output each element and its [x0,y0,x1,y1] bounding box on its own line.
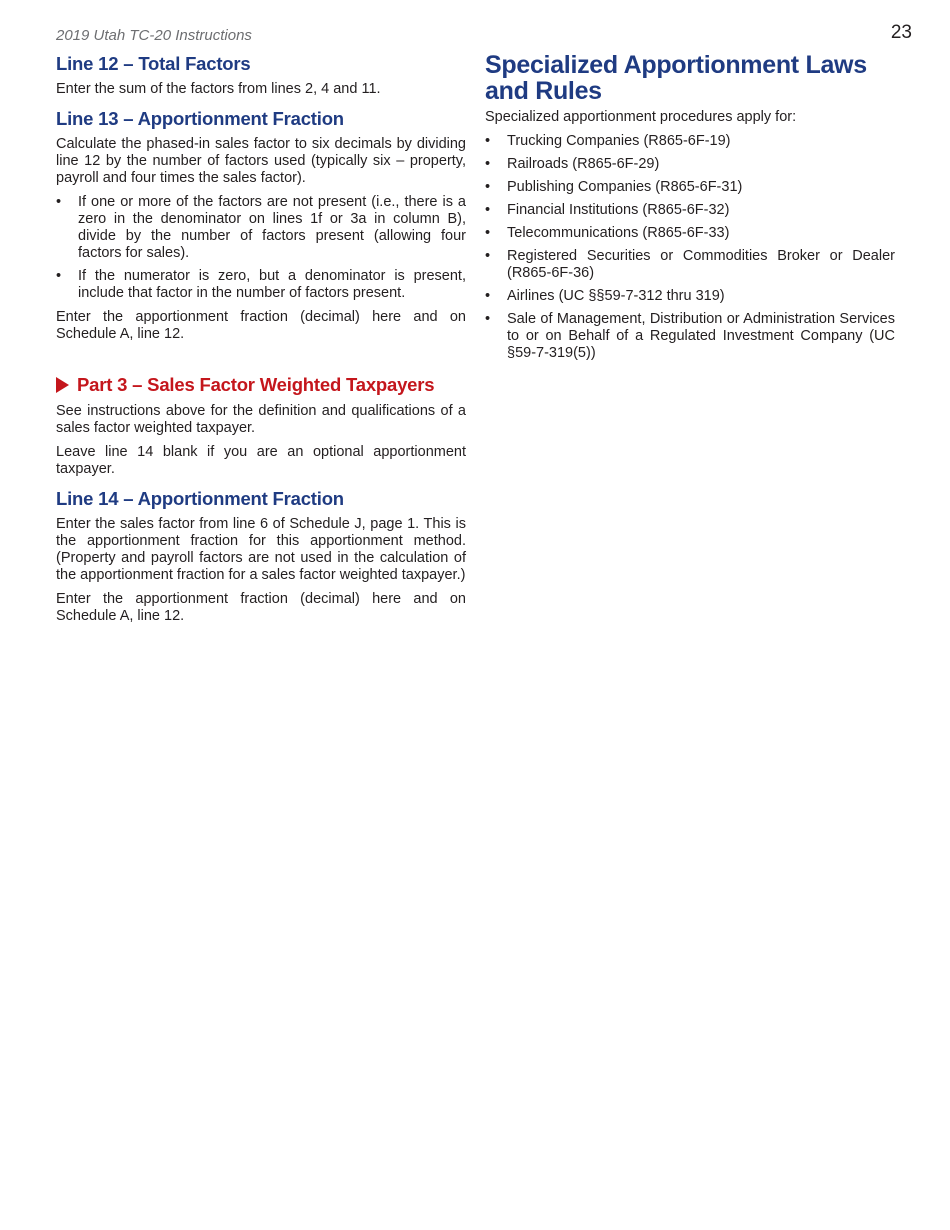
specialized-list [485,133,895,362]
list-item [485,156,895,173]
bullet-icon: • [485,156,491,172]
list-item [56,268,466,302]
list-item-text: Trucking Companies (R865-6F-19) [507,133,731,149]
line-13-closing: Enter the apportionment fraction (decimal) here and on Schedule A, line 12. [56,309,466,342]
list-item-text: Airlines (UC §§59-7-312 thru 319) [507,288,725,304]
left-column [56,52,466,632]
list-item [485,179,895,196]
bullet-icon: • [485,288,491,304]
list-item-text: Sale of Management, Distribution or Administration Services to or on Behalf of a Regulated Investment Company (UC §59-7-319(5)) [507,311,895,361]
list-item [485,248,895,282]
list-item-text: If one or more of the factors are not present (i.e., there is a zero in the denominator on lines 1f or 3a in column B), divide by the number of factors present (allowing four factors for sales). [78,194,466,261]
list-item-text: Registered Securities or Commodities Broker or Dealer (R865-6F-36) [507,248,895,281]
part-3-text-1: See instructions above for the definition and qualifications of a sales factor weighted taxpayer. [56,403,466,436]
bullet-icon: • [56,194,62,210]
list-item-text: If the numerator is zero, but a denominator is present, include that factor in the number of factors present. [78,268,466,301]
list-item-text: Telecommunications (R865-6F-33) [507,225,730,241]
line-13-bullet-list [56,194,466,302]
bullet-icon: • [485,133,491,149]
bullet-icon: • [485,202,491,218]
line-13-text: Calculate the phased-in sales factor to six decimals by dividing line 12 by the number of factors used (typically six – property, payroll and four times the sales factor). [56,136,466,186]
part-3-heading-text: Part 3 – Sales Factor Weighted Taxpayers [77,374,435,395]
bullet-icon: • [485,248,491,264]
specialized-intro: Specialized apportionment procedures apply for: [485,109,797,125]
list-item-text: Publishing Companies (R865-6F-31) [507,179,743,195]
bullet-icon: • [485,311,491,327]
list-item [485,311,895,362]
bullet-icon: • [56,268,62,284]
part-3-heading [56,373,466,397]
list-item [485,288,895,305]
list-item [485,202,895,219]
list-item-text: Financial Institutions (R865-6F-32) [507,202,730,218]
line-14-closing: Enter the apportionment fraction (decimal) here and on Schedule A, line 12. [56,591,466,624]
line-14-heading: Line 14 – Apportionment Fraction [56,488,344,509]
line-12-heading: Line 12 – Total Factors [56,53,251,74]
arrow-right-icon [56,377,69,393]
specialized-apportionment-heading: Specialized Apportionment Laws and Rules [485,51,867,105]
line-12-text: Enter the sum of the factors from lines 2, 4 and 11. [56,81,381,97]
running-head: 2019 Utah TC-20 Instructions [56,27,252,44]
page-number: 23 [890,22,912,43]
list-item [485,133,895,150]
list-item [485,225,895,242]
bullet-icon: • [485,179,491,195]
list-item [56,194,466,262]
right-column [485,52,895,369]
part-3-text-2: Leave line 14 blank if you are an optional apportionment taxpayer. [56,444,466,477]
bullet-icon: • [485,225,491,241]
line-14-text: Enter the sales factor from line 6 of Schedule J, page 1. This is the apportionment fraction for this apportionment method. (Property and payroll factors are not used in the calculation of the apportionment fraction for a sales factor weighted taxpayer.) [56,516,466,583]
line-13-heading: Line 13 – Apportionment Fraction [56,108,344,129]
list-item-text: Railroads (R865-6F-29) [507,156,660,172]
